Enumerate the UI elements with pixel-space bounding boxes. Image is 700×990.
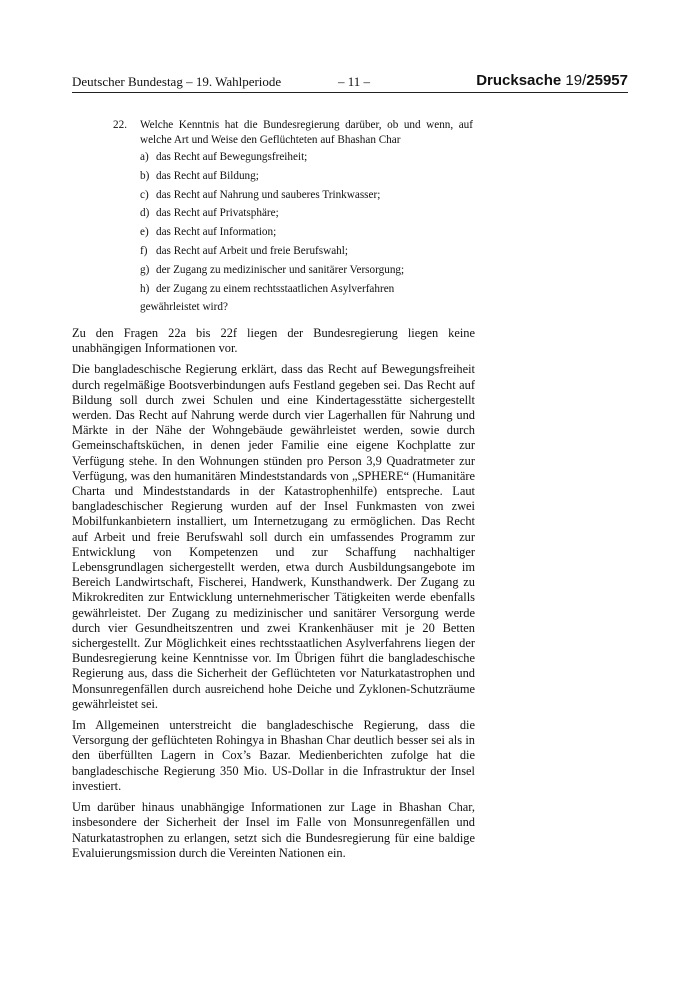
list-item: [140, 225, 480, 244]
header-divider: [72, 92, 628, 93]
document-number: [476, 72, 628, 89]
list-item: [140, 150, 480, 169]
list-item-label: d): [140, 207, 150, 220]
list-item: [140, 244, 480, 263]
list-item-text: das Recht auf Arbeit und freie Berufswahl;: [156, 244, 348, 257]
answer-paragraph: Zu den Fragen 22a bis 22f liegen der Bundesregierung liegen keine unabhängigen Informationen vor.: [72, 326, 475, 356]
list-item-text: das Recht auf Privatsphäre;: [156, 207, 279, 220]
question-number: 22.: [113, 119, 127, 131]
question-items: [140, 150, 480, 300]
list-item-text: das Recht auf Information;: [156, 226, 277, 239]
list-item: [140, 263, 480, 282]
answer-body: [72, 326, 475, 867]
answer-paragraph: Um darüber hinaus unabhängige Informationen zur Lage in Bhashan Char, insbesondere der Sicherheit der Insel im Falle von Monsunregenfällen und Naturkatastrophen zu erlangen, setzt sich die Bundesregierung für eine baldige Evaluierungsmission durch die Vereinten Nationen ein.: [72, 800, 475, 860]
question-block: [113, 118, 473, 147]
list-item-label: f): [140, 244, 148, 257]
list-item-label: c): [140, 188, 149, 201]
list-item-text: der Zugang zu einem rechtsstaatlichen Asylverfahren: [156, 282, 395, 295]
list-item: [140, 282, 480, 301]
list-item: [140, 169, 480, 188]
list-item: [140, 206, 480, 225]
list-item-text: das Recht auf Nahrung und sauberes Trinkwasser;: [156, 188, 381, 201]
list-item-label: a): [140, 151, 149, 163]
list-item-label: g): [140, 263, 150, 276]
question-text: Welche Kenntnis hat die Bundesregierung darüber, ob und wenn, auf welche Art und Weise den Geflüchteten auf Bhashan Char: [140, 119, 473, 146]
question-closing: gewährleistet wird?: [140, 301, 228, 313]
list-item-label: h): [140, 282, 150, 295]
list-item-text: das Recht auf Bewegungsfreiheit;: [156, 151, 308, 163]
page-number: – 11 –: [338, 74, 371, 89]
document-number-prefix: Drucksache: [476, 72, 562, 89]
list-item-label: b): [140, 169, 150, 182]
document-number-period: 19/: [561, 72, 587, 89]
document-number-id: 25957: [586, 72, 628, 89]
list-item-label: e): [140, 226, 149, 239]
list-item-text: der Zugang zu medizinischer und sanitärer Versorgung;: [156, 263, 405, 276]
list-item-text: das Recht auf Bildung;: [156, 169, 259, 182]
answer-paragraph: Die bangladeschische Regierung erklärt, dass das Recht auf Bewegungsfreiheit durch regelmäßige Bootsverbindungen aufs Festland gegeben sei. Das Recht auf Bildung soll durch zwei Schulen und eine Kindertagesstätte sichergestellt werden. Das Recht auf Nahrung werde durch vier Lagerhallen für Nahrung und Märkte in der Nähe der Wohngebäude gewährleistet werden, sowie durch Gemeinschaftsküchen, in denen jeder Familie eine eigene Kochplatte zur Verfügung stehe. In den Wohnungen stünden pro Person 3,9 Quadratmeter zur Verfügung, was den humanitären Mindeststandards von „SPHERE“ (Humanitäre Charta und Mindeststandards in der Katastrophenhilfe) entspreche. Laut bangladeschischer Regierung wurden auf der Insel Funkmasten von zwei Mobilfunkanbietern installiert, um Internetzugang zu ermöglichen. Das Recht auf Arbeit und freie Berufswahl soll durch ein umfassendes Programm zur Entwicklung von Kompetenzen und zur Schaffung nachhaltiger Lebensgrundlagen sichergestellt werden, etwa durch Ausbildungsangebote im Bereich Landwirtschaft, Fischerei, Handwerk, Kunsthandwerk. Der Zugang zu Mikrokrediten zur Entwicklung unternehmerischer Tätigkeiten werde ebenfalls gewährleistet. Der Zugang zu medizinischer und sanitärer Versorgung werde durch vier Gesundheitszentren und zwei Krankenhäuser mit je 20 Betten sichergestellt. Zur Möglichkeit eines rechtsstaatlichen Asylverfahrens liegen der Bundesregierung keine Kenntnisse vor. Im Übrigen führt die bangladeschische Regierung aus, dass die Sicherheit der Geflüchteten vor Naturkatastrophen und Monsunregenfällen durch ausreichend hohe Deiche und Zyklonen-Schutzräume gewährleistet sei.: [72, 362, 475, 711]
page-header: [72, 72, 628, 92]
list-item: [140, 188, 480, 207]
answer-paragraph: Im Allgemeinen unterstreicht die bangladeschische Regierung, dass die Versorgung der geflüchteten Rohingya in Bhashan Char deutlich besser sei als in den überfüllten Lagern in Cox’s Bazar. Medienberichten zufolge hat die bangladeschische Regierung 350 Mio. US-Dollar in die Infrastruktur der Insel investiert.: [72, 718, 475, 793]
header-publication: Deutscher Bundestag – 19. Wahlperiode: [72, 74, 282, 89]
